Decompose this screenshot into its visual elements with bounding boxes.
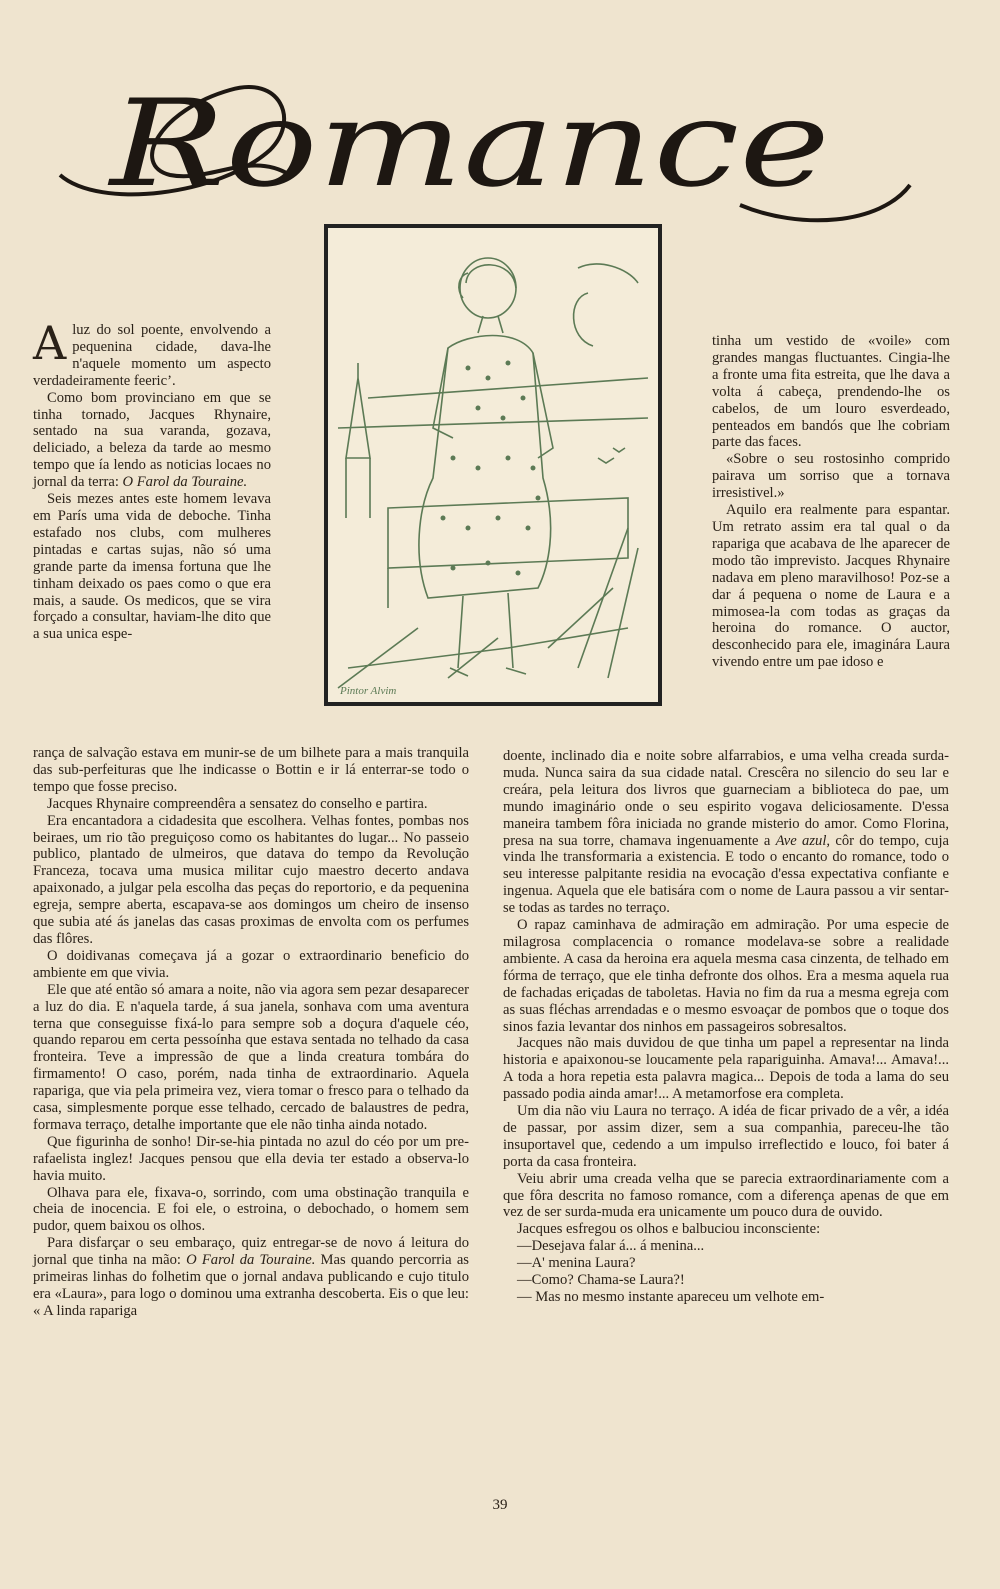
title-text: Romance xyxy=(107,75,830,214)
paragraph: Seis mezes antes este homem levava em París uma vida de deboche. Tinha estafado nos clubs, com mulheres pintadas e cartas sujas, não só uma grande parte da imensa fortuna que lhe tinham deixado os paes como o que era mais, a saude. Os medicos, que se vira forçado a consultar, haviam-lhe dito que a sua unica espe- xyxy=(33,491,271,643)
dialogue-line: —Como? Chama-se Laura?! xyxy=(517,1272,685,1289)
paragraph: Para disfarçar o seu embaraço, quiz entregar-se de novo á leitura do jornal que tinha na mão: O Farol da Touraine. Mas quando percorria as primeiras linhas do folhetim que o jornal andava publicando e cujo titulo era «Laura», para logo o dominou uma extranha descoberta. Eis o que leu: « A linda rapariga xyxy=(33,1235,469,1319)
paragraph: O rapaz caminhava de admiração em admiração. Por uma especie de milagrosa complacencia o romance modelava-se sobre a realidade ambiente. A casa da heroina era aquela mesma casa cinzenta, de telhado em fórma de terraço, que ele tinha defronte dos olhos. Era a mesma aquela rua de fachadas eriçadas de taboletas. Havia no fim da rua a mesma egreja com as suas fléchas arrendadas e o mesmo esvoaçar de pombos que o toque dos sinos fazia levantar dos ninhos em passageiros sobresaltos. xyxy=(503,917,949,1035)
paragraph: doente, inclinado dia e noite sobre alfarrabios, e uma velha creada surda-muda. Nunca saira da sua cidade natal. Crescêra no silencio do seu lar e creára, pela leitura dos livros que guarneciam a biblioteca do pae, um mundo imaginário onde o seu espirito vogava deliciosamente. D'essa maneira tambem fôra iniciada no grande misterio do amor. Como Florina, presa na sua torre, chamava ingenuamente a Ave azul, côr do tempo, cuja vinda lhe transformaria a existencia. E todo o encanto do romance, todo o seu interesse palpitante residia na evocação d'essa expectativa confiante e ingenua. Aquela que ele batisára com o nome de Laura passou a vir sentar-se todas as tardes no terraço. xyxy=(503,748,949,917)
dialogue-line: —Desejava falar á... á menina... xyxy=(517,1238,705,1255)
paragraph: O doidivanas começava já a gozar o extraordinario beneficio do ambiente em que vivia. xyxy=(33,947,469,981)
romance-title xyxy=(40,55,940,245)
paragraph: Jacques não mais duvidou de que tinha um papel a representar na linda historia e apaixonou-se loucamente pela rapariguinha. Amava!... Amava!... A toda a hora repetia esta palavra magica... Depois de toda a lama do seu passado podia ainda amar!... A metamorfose era completa. xyxy=(503,1035,949,1103)
paragraph: Jacques Rhynaire compreendêra a sensatez do conselho e partira. xyxy=(47,795,428,812)
dialogue-line: —A' menina Laura? xyxy=(517,1255,636,1272)
paragraph: tinha um vestido de «voile» com grandes mangas fluctuantes. Cingia-lhe a fronte uma fita estreita, que lhe dava a volta á cabeça, prendendo-lhe os cabelos, de um louro esverdeado, penteados em bandós que lhe cobriam parte das faces. xyxy=(712,333,950,451)
paragraph: rança de salvação estava em munir-se de um bilhete para a mais tranquila das sub-perfeituras que lhe indicasse o Bottin e ir lá enterrar-se todo o tempo que fosse preciso. xyxy=(33,745,469,795)
drop-cap: A xyxy=(33,316,67,370)
left-column-top xyxy=(33,316,271,643)
dialogue-line: — Mas no mesmo instante apareceu um velhote em- xyxy=(517,1289,825,1305)
illustration-woman-on-terrace xyxy=(324,224,662,706)
illustration-signature: Pintor Alvim xyxy=(340,685,397,697)
paragraph: «Sobre o seu rostosinho comprido pairava um sorriso que a tornava irresistivel.» xyxy=(712,451,950,502)
paragraph: Ele que até então só amara a noite, não via agora sem pezar desaparecer a luz do dia. E n'aquela tarde, á sua janela, sonhava com uma aventura terna que conseguisse fixá-lo para sempre sob a doçura d'aquele céo, quando reparou em certa pessoínha que estava sentada no telhado da casa fronteira. Teve a impressão de que a linda creatura tombára do firmamento! O caso, porém, nada tinha de extraordinario. Aquela rapariga, que via pela primeira vez, viera tomar o fresco para o telhado da casa, simplesmente porque esse telhado, cercado de balaustres de pedra, formava terraço, detalhe importante que ele não tinha ainda notado. xyxy=(33,981,469,1133)
illustration-drawing xyxy=(328,228,658,702)
right-column-main xyxy=(503,748,949,1306)
paragraph: Como bom provinciano em que se tinha tornado, Jacques Rhynaire, sentado na sua varanda, gozava, deliciado, a beleza da tarde ao mesmo tempo que ía lendo as noticias locaes no jornal da terra: O Farol da Touraine. xyxy=(33,389,271,491)
paragraph: Que figurinha de sonho! Dir-se-hia pintada no azul do céo por um pre-rafaelista inglez! Jacques pensou que ella devia ter estado a observa-lo havia muito. xyxy=(33,1133,469,1184)
paragraph: Olhava para ele, fixava-o, sorrindo, com uma obstinação tranquila e cheia de inocencia. E foi ele, o estroina, o debochado, o homem sem pudor, quem baixou os olhos. xyxy=(33,1184,469,1235)
paragraph: Um dia não viu Laura no terraço. A idéa de ficar privado de a vêr, a idéa de passar, por assim dizer, sem a sua companhia, pareceu-lhe tão insuportavel que, cedendo a um impulso irreflectido e louco, foi bater á porta da casa fronteira. xyxy=(503,1103,949,1170)
paragraph: Veiu abrir uma creada velha que se parecia extraordinariamente com a que fôra descrita no famoso romance, com a diferença apenas de que em vez de ser surda-muda era unicamente um pouco dura de ouvido. xyxy=(503,1170,949,1221)
paragraph: Era encantadora a cidadesita que escolhera. Velhas fontes, pombas nos beiraes, um rio tão preguiçoso como os habitantes do lugar... No passeio publico, plantado de ulmeiros, que datava do tempo da Revolução Franceza, tocava uma musica militar cujo maestro decerto andava apaixonado, a julgar pela escolha das peças do reportorio, e da pequenina egreja, sempre aberta, escapava-se aos domingos um cheiro de insenso que subia até ás janelas das casas proximas de envolta com os perfumes das flôres. xyxy=(33,812,469,947)
left-column-main xyxy=(33,745,469,1320)
right-column-top xyxy=(712,333,950,671)
paragraph: Aquilo era realmente para espantar. Um retrato assim era tal qual o da rapariga que acabava de lhe aparecer de modo tão imprevisto. Jacques Rhynaire nadava em pleno maravilhoso! Poz-se a dar á pequena o nome de Laura e a mimosea-la com todas as graças da heroina do romance. O auctor, desconhecido para ele, imaginára Laura vivendo entre um pae idoso e xyxy=(712,502,950,671)
page-number: 39 xyxy=(492,1497,508,1513)
paragraph: Jacques esfregou os olhos e balbuciou inconsciente: xyxy=(517,1221,821,1238)
paragraph: A luz do sol poente, envolvendo a pequenina cidade, dava-lhe n'aquele momento um aspecto verdadeiramente feeric’. xyxy=(33,316,271,389)
